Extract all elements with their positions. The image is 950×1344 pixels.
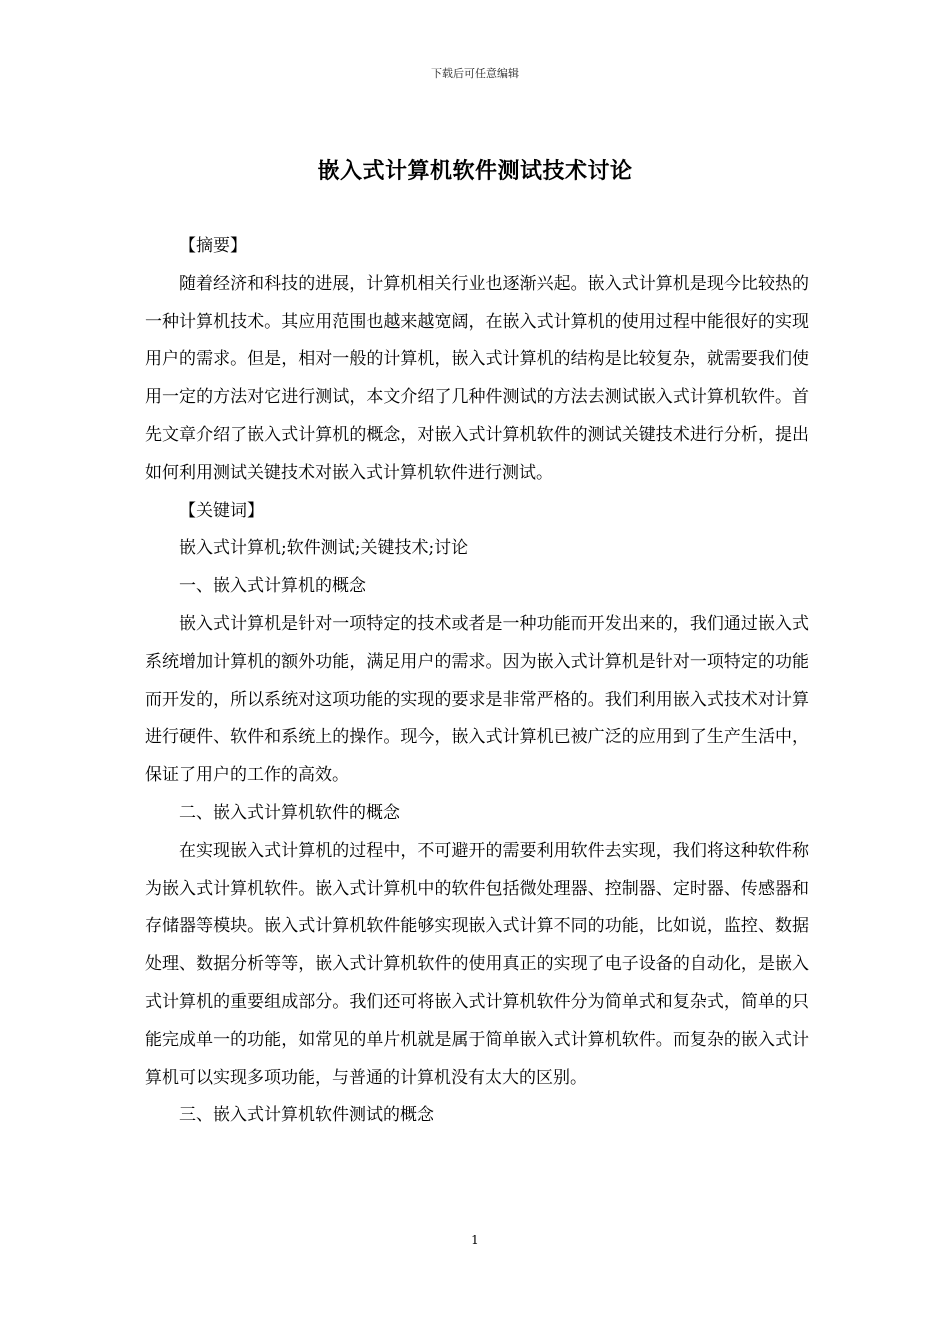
section-paragraph-1: 嵌入式计算机是针对一项特定的技术或者是一种功能而开发出来的，我们通过嵌入式系统增加计算机的额外功能，满足用户的需求。因为嵌入式计算机是针对一项特定的功能而开发的，所以系统对这项功能的实现的要求是非常严格的。我们利用嵌入式技术对计算进行硬件、软件和系统上的操作。现今，嵌入式计算机已被广泛的应用到了生产生活中，保证了用户的工作的高效。 bbox=[145, 613, 809, 786]
keywords-label: 【关键词】 bbox=[179, 500, 264, 521]
document-body bbox=[145, 228, 809, 1135]
abstract-paragraph: 随着经济和科技的进展，计算机相关行业也逐渐兴起。嵌入式计算机是现今比较热的一种计算机技术。其应用范围也越来越宽阔，在嵌入式计算机的使用过程中能很好的实现用户的需求。但是，相对一般的计算机，嵌入式计算机的结构是比较复杂，就需要我们使用一定的方法对它进行测试，本文介绍了几种件测试的方法去测试嵌入式计算机软件。首先文章介绍了嵌入式计算机的概念，对嵌入式计算机软件的测试关键技术进行分析，提出如何利用测试关键技术对嵌入式计算机软件进行测试。 bbox=[145, 273, 809, 483]
section-heading-2: 二、嵌入式计算机软件的概念 bbox=[179, 802, 400, 823]
document-title: 嵌入式计算机软件测试技术讨论 bbox=[317, 158, 633, 184]
page-number: 1 bbox=[471, 1233, 479, 1247]
header-note: 下载后可任意编辑 bbox=[431, 67, 519, 80]
section-heading-1: 一、嵌入式计算机的概念 bbox=[179, 576, 366, 597]
section-heading-3: 三、嵌入式计算机软件测试的概念 bbox=[179, 1105, 434, 1126]
abstract-label: 【摘要】 bbox=[179, 236, 247, 256]
section-paragraph-2: 在实现嵌入式计算机的过程中，不可避开的需要利用软件去实现，我们将这种软件称为嵌入式计算机软件。嵌入式计算机中的软件包括微处理器、控制器、定时器、传感器和存储器等模块。嵌入式计算机软件能够实现嵌入式计算不同的功能，比如说，监控、数据处理、数据分析等等，嵌入式计算机软件的使用真正的实现了电子设备的自动化，是嵌入式计算机的重要组成部分。我们还可将嵌入式计算机软件分为简单式和复杂式，简单的只能完成单一的功能，如常见的单片机就是属于简单嵌入式计算机软件。而复杂的嵌入式计算机可以实现多项功能，与普通的计算机没有太大的区别。 bbox=[145, 840, 809, 1088]
keywords-paragraph: 嵌入式计算机;软件测试;关键技术;讨论 bbox=[179, 538, 469, 559]
